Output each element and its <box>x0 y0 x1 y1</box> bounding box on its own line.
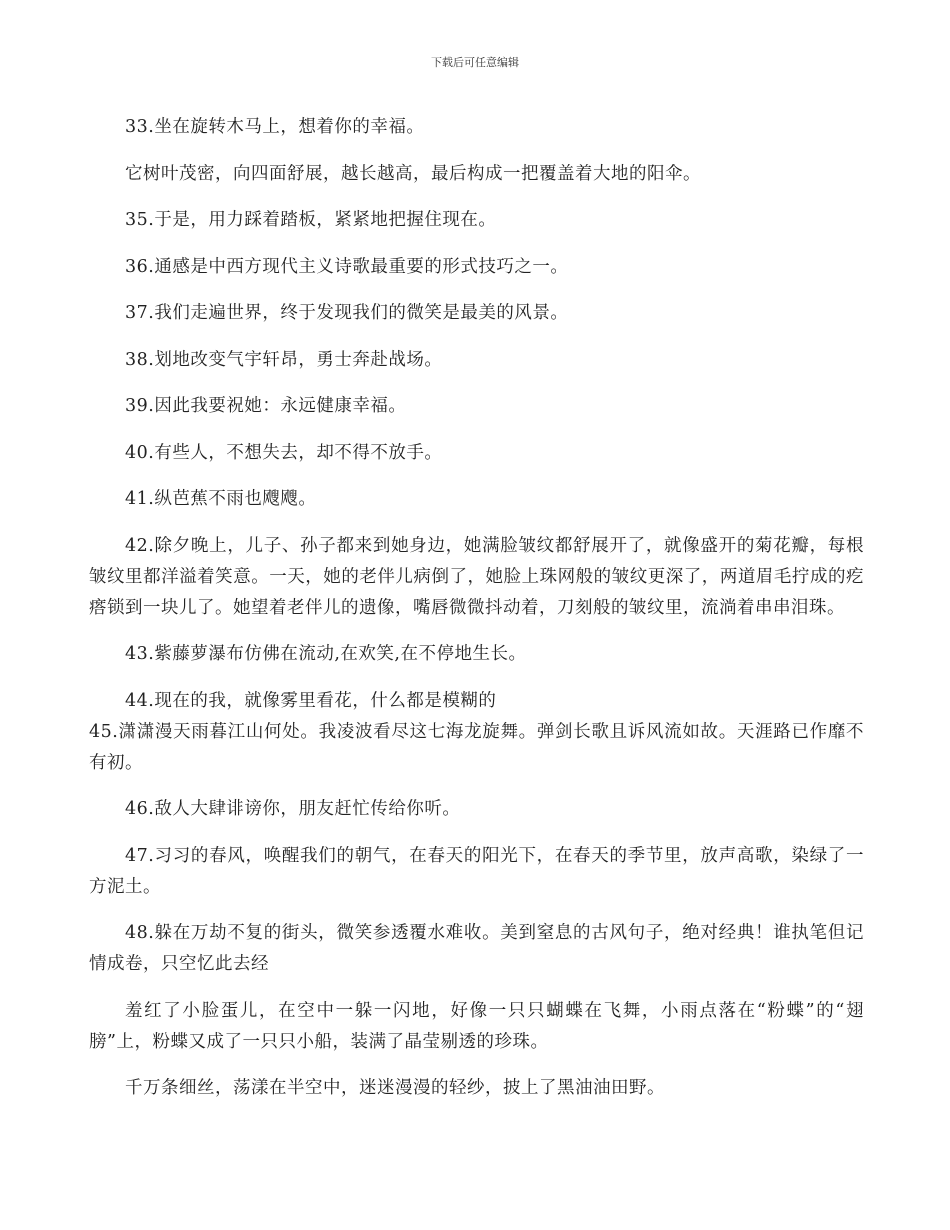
paragraph-43: 43.紫藤萝瀑布仿佛在流动,在欢笑,在不停地生长。 <box>125 644 527 664</box>
paragraph-butterfly: 羞红了小脸蛋儿，在空中一躲一闪地，好像一只只蝴蝶在飞舞，小雨点落在“粉蝶”的“翅膀”上，粉蝶又成了一只只小船，装满了晶莹剔透的珍珠。 <box>89 1000 864 1052</box>
paragraph-48: 48.躲在万劫不复的街头，微笑参透覆水难收。美到窒息的古风句子，绝对经典！谁执笔但记情成卷，只空忆此去经 <box>89 923 864 974</box>
paragraph-39: 39.因此我要祝她：永远健康幸福。 <box>125 396 407 416</box>
paragraph-42: 42.除夕晚上，儿子、孙子都来到她身边，她满脸皱纹都舒展开了，就像盛开的菊花瓣，每根皱纹里都洋溢着笑意。一天，她的老伴儿病倒了，她脸上珠网般的皱纹更深了，两道眉毛拧成的疙瘩锁到一块儿了。她望着老伴儿的遗像，嘴唇微微抖动着，刀刻般的皱纹里，流淌着串串泪珠。 <box>89 535 864 618</box>
paragraph-silk: 千万条细丝，荡漾在半空中，迷迷漫漫的轻纱，披上了黑油油田野。 <box>125 1078 665 1098</box>
paragraph-40: 40.有些人，不想失去，却不得不放手。 <box>125 442 443 463</box>
paragraph-44: 44.现在的我，就像雾里看花，什么都是模糊的 <box>125 690 497 711</box>
paragraph-37: 37.我们走遍世界，终于发现我们的微笑是最美的风景。 <box>125 303 569 323</box>
paragraph-41: 41.纵芭蕉不雨也飕飕。 <box>125 489 317 509</box>
paragraph-36: 36.通感是中西方现代主义诗歌最重要的形式技巧之一。 <box>125 256 569 277</box>
paragraph-47: 47.习习的春风，唤醒我们的朝气，在春天的阳光下，在春天的季节里，放声高歌，染绿了一方泥土。 <box>89 845 864 897</box>
paragraph-46: 46.敌人大肆诽谤你，朋友赶忙传给你听。 <box>125 799 461 819</box>
paragraph-tree: 它树叶茂密，向四面舒展，越长越高，最后构成一把覆盖着大地的阳伞。 <box>125 163 701 184</box>
page-header: 下载后可任意编辑 <box>431 56 519 69</box>
paragraph-45: 45.潇潇漫天雨暮江山何处。我凌波看尽这七海龙旋舞。弹剑长歌且诉风流如故。天涯路已作靡不有初。 <box>89 721 864 773</box>
paragraph-35: 35.于是，用力踩着踏板，紧紧地把握住现在。 <box>125 210 497 230</box>
paragraph-33: 33.坐在旋转木马上，想着你的幸福。 <box>125 117 425 137</box>
document-body <box>89 112 864 1120</box>
paragraph-38: 38.划地改变气宇轩昂，勇士奔赴战场。 <box>125 349 443 370</box>
